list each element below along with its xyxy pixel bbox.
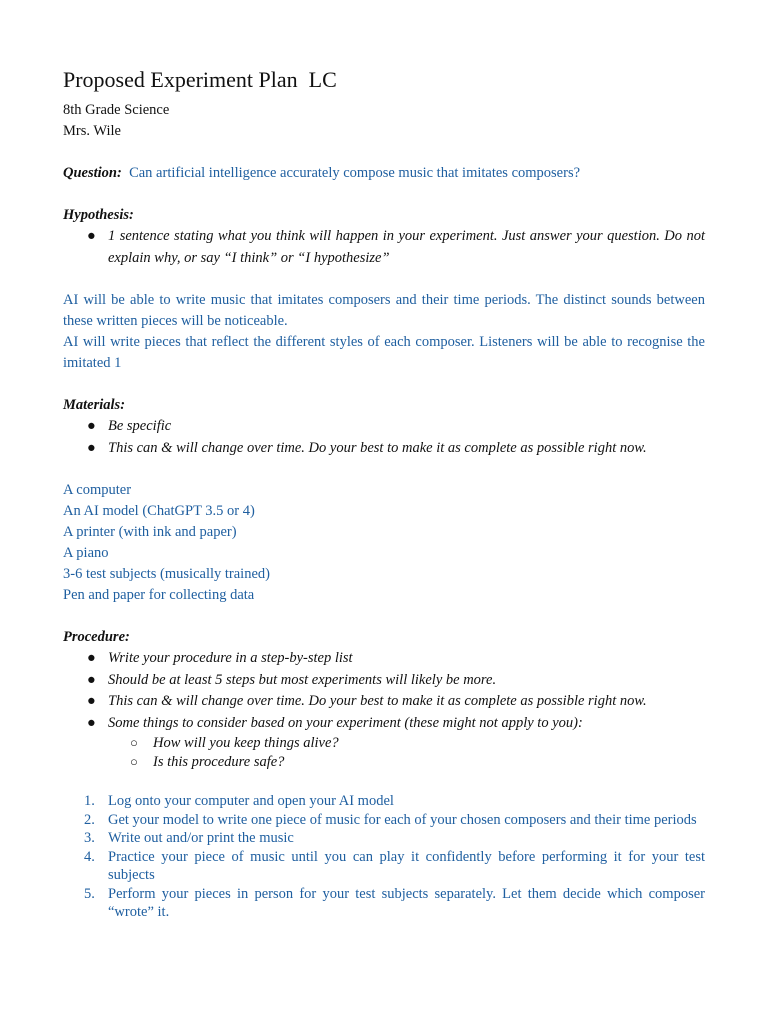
question-text: Can artificial intelligence accurately compose music that imitates composers? [129,165,581,181]
step-text: Log onto your computer and open your AI model [108,793,394,809]
course-name: 8th Grade Science [63,102,170,118]
page-title: Proposed Experiment Plan LC [63,67,337,92]
step-text: Perform your pieces in person for your test subjects separately. Let them decide which composer “wrote” it. [108,885,705,920]
document-page [63,66,705,922]
bullet-icon: ● [87,693,96,709]
step-number: 5. [84,885,95,902]
list-item [63,438,705,460]
list-item [63,713,705,772]
list-item [63,670,705,692]
bullet-icon: ● [87,714,96,731]
materials-instructions [63,416,705,459]
list-item [63,226,705,269]
procedure-label: Procedure: [63,629,130,645]
material-item: 3-6 test subjects (musically trained) [63,566,270,582]
circle-bullet-icon: ○ [130,735,138,750]
hypothesis-label: Hypothesis: [63,207,134,223]
step-number: 1. [84,793,95,809]
procedure-sub-instructions [108,734,705,771]
procedure-instruction-text: Write your procedure in a step-by-step list [108,650,353,666]
procedure-steps [63,792,705,922]
material-item: A printer (with ink and paper) [63,524,237,540]
question-line [63,163,705,184]
materials-instruction-text: Be specific [108,418,172,434]
bullet-icon: ● [87,228,96,244]
bullet-icon: ● [87,439,96,456]
procedure-instruction-text: This can & will change over time. Do your best to make it as complete as possible right now. [108,693,647,709]
circle-bullet-icon: ○ [130,753,138,769]
procedure-step [63,829,705,848]
bullet-icon: ● [87,671,96,688]
teacher-name: Mrs. Wile [63,123,121,139]
material-item: A piano [63,545,109,561]
materials-instruction-text: This can & will change over time. Do your best to make it as complete as possible right now. [108,439,647,456]
list-item [63,691,705,713]
list-item [63,648,705,670]
step-text: Write out and/or print the music [108,830,294,846]
material-item: A computer [63,482,132,498]
procedure-step [63,792,705,811]
material-item: An AI model (ChatGPT 3.5 or 4) [63,503,255,519]
bullet-icon: ● [87,418,96,434]
list-item [108,734,705,753]
question-label: Question: [63,165,122,181]
hypothesis-instructions [63,226,705,269]
procedure-step [63,811,705,830]
procedure-step [63,848,705,885]
procedure-instruction-text: Should be at least 5 steps but most experiments will likely be more. [108,671,497,688]
material-item: Pen and paper for collecting data [63,587,255,603]
procedure-instructions [63,648,705,771]
step-number: 4. [84,848,95,865]
step-number: 2. [84,811,95,828]
bullet-icon: ● [87,650,96,666]
list-item [108,753,705,772]
hypothesis-answer-1: AI will be able to write music that imitates composers and their time periods. The distinct sounds between these written pieces will be noticeable. [63,292,705,329]
hypothesis-answer-2: AI will write pieces that reflect the different styles of each composer. Listeners will be able to recognise the imitated 1 [63,334,705,371]
procedure-step [63,885,705,922]
procedure-sub-instruction-text: Is this procedure safe? [153,753,285,770]
step-text: Get your model to write one piece of music for each of your chosen composers and their time periods [108,811,697,828]
materials-label: Materials: [63,397,126,413]
step-number: 3. [84,830,95,846]
procedure-instruction-text: Some things to consider based on your experiment (these might not apply to you): [108,714,583,731]
list-item [63,416,705,438]
step-text: Practice your piece of music until you can play it confidently before performing it for your test subjects [108,848,705,883]
procedure-sub-instruction-text: How will you keep things alive? [153,735,339,751]
hypothesis-instruction-text: 1 sentence stating what you think will happen in your experiment. Just answer your question. Do not explain why, or say “I think” or “I hypothesize” [108,228,705,266]
